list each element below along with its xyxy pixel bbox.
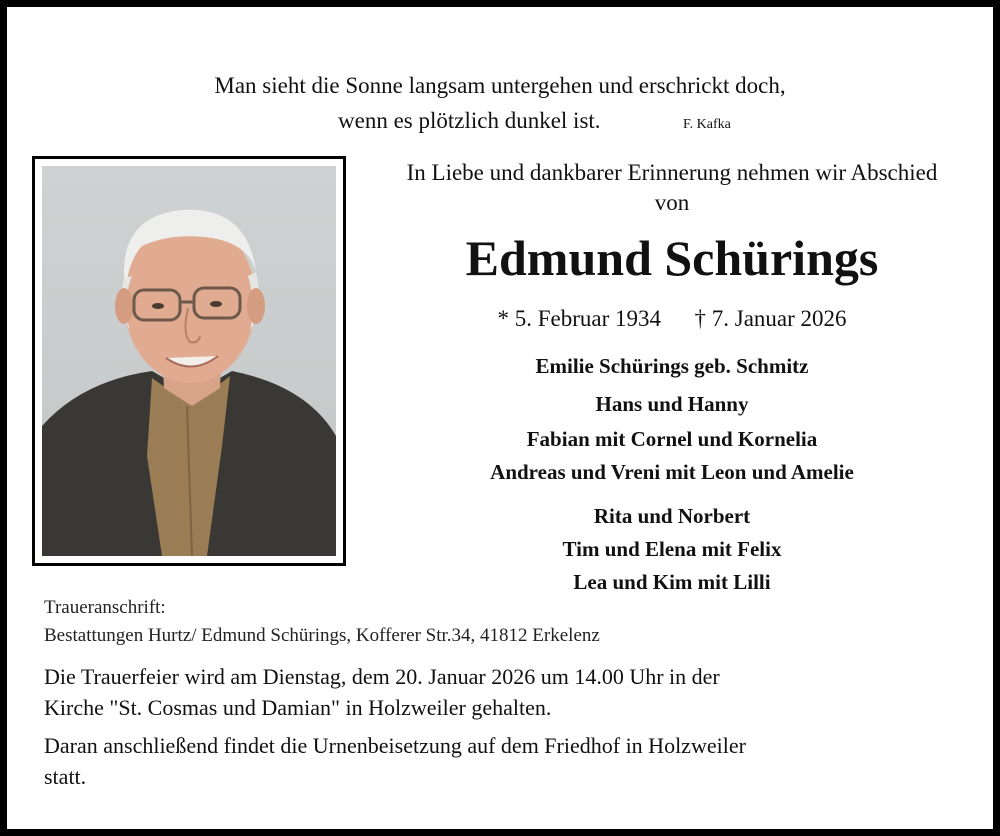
ceremony-notice-line: Daran anschließend findet die Urnenbeisetzung auf dem Friedhof in Holzweiler [44,733,746,758]
death-date: † 7. Januar 2026 [694,306,847,331]
address-text: Bestattungen Hurtz/ Edmund Schürings, Kofferer Str.34, 41812 Erkelenz [44,625,600,646]
family-line: Lea und Kim mit Lilli [573,570,771,594]
quote-line-1: Man sieht die Sonne langsam untergehen und erschrickt doch, [214,73,786,98]
ceremony-notice-line: Die Trauerfeier wird am Dienstag, dem 20. Januar 2026 um 14.00 Uhr in der [44,664,720,689]
portrait-photo [42,166,336,556]
quote-line-2: wenn es plötzlich dunkel ist. [338,108,601,133]
family-line: Tim und Elena mit Felix [562,537,782,561]
quote-author: F. Kafka [683,117,731,132]
birth-date: * 5. Februar 1934 [497,306,661,331]
ceremony-notice-line: statt. [44,764,87,789]
portrait-illustration [42,166,336,556]
intro-text: In Liebe und dankbarer Erinnerung nehmen wir Abschied von [406,160,938,215]
address-label: Traueranschrift: [44,597,166,618]
ceremony-notice-line: Kirche "St. Cosmas und Damian" in Holzweiler gehalten. [44,695,552,720]
life-dates [400,304,944,334]
family-line: Fabian mit Cornel und Kornelia [526,427,818,451]
portrait-frame [32,156,346,566]
deceased-name: Edmund Schürings [465,230,879,286]
family-line: Andreas und Vreni mit Leon und Amelie [490,460,854,484]
family-line: Emilie Schürings geb. Schmitz [535,354,809,378]
family-line: Rita und Norbert [593,504,751,528]
family-line: Hans und Hanny [595,392,749,416]
